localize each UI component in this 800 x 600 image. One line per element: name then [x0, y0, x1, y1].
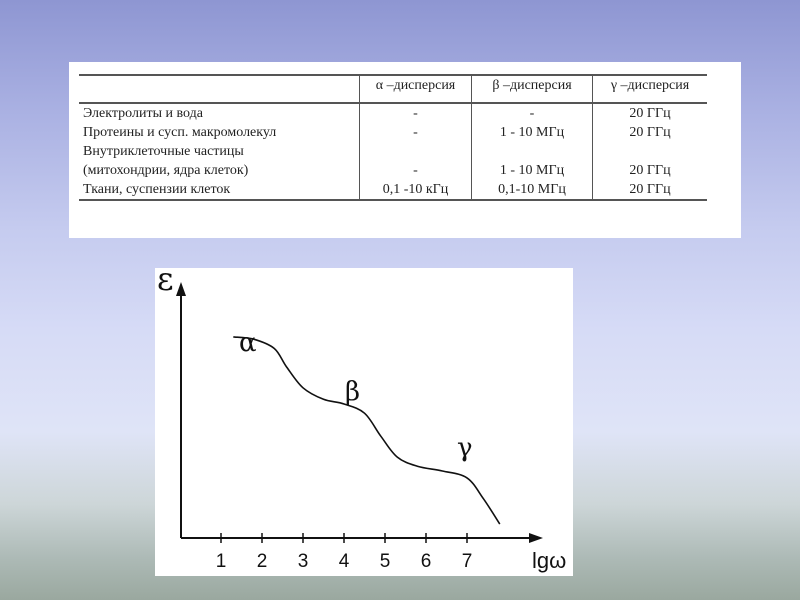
table-cell: -	[360, 123, 472, 142]
table-row	[79, 103, 707, 123]
header-cell-gamma: γ –дисперсия	[593, 75, 708, 103]
x-tick-label: 7	[461, 551, 473, 572]
table-cell: 20 ГГц	[593, 180, 708, 200]
table-cell: 1 - 10 МГц	[472, 123, 593, 142]
x-tick-label: 1	[215, 551, 227, 572]
table-row	[79, 142, 707, 161]
table-row	[79, 180, 707, 200]
table-cell: 0,1 -10 кГц	[360, 180, 472, 200]
header-cell-alpha: α –дисперсия	[360, 75, 472, 103]
table-cell: -	[472, 103, 593, 123]
header-cell-beta: β –дисперсия	[472, 75, 593, 103]
table-cell: 20 ГГц	[593, 161, 708, 180]
beta-region-label: β	[345, 377, 361, 407]
x-tick-label: 5	[379, 551, 391, 572]
dispersion-table	[79, 74, 707, 201]
gamma-region-label: γ	[457, 433, 473, 463]
table-cell: 0,1-10 МГц	[472, 180, 593, 200]
dispersion-graph-panel	[155, 268, 573, 576]
dispersion-table-panel	[69, 62, 741, 238]
table-cell: Протеины и сусп. макромолекул	[83, 125, 277, 140]
table-cell: Ткани, суспензии клеток	[79, 180, 360, 200]
y-axis-title: ε	[157, 268, 174, 298]
table-row	[79, 161, 707, 180]
table-cell	[360, 142, 472, 161]
y-axis-arrow	[176, 282, 186, 296]
table-cell: (митохондрии, ядра клеток)	[83, 163, 249, 178]
header-cell-substance	[79, 75, 360, 103]
x-axis-title: lgω	[532, 548, 567, 573]
dispersion-curve	[233, 337, 500, 524]
table-cell	[472, 142, 593, 161]
dispersion-graph	[155, 268, 573, 576]
table-cell: -	[360, 161, 472, 180]
x-tick-label: 2	[256, 551, 268, 572]
table-cell: 20 ГГц	[593, 123, 708, 142]
table-cell: 1 - 10 МГц	[472, 161, 593, 180]
table-cell: Электролиты и вода	[83, 106, 203, 121]
x-tick-label: 3	[297, 551, 309, 572]
table-header-row	[79, 75, 707, 103]
table-row	[79, 123, 707, 142]
x-tick-label: 6	[420, 551, 432, 572]
table-cell: Внутриклеточные частицы	[83, 144, 244, 159]
table-cell	[593, 142, 708, 161]
x-axis-arrow	[529, 533, 543, 543]
alpha-region-label: α	[239, 328, 257, 358]
x-tick-label: 4	[338, 551, 350, 572]
table-cell: -	[360, 103, 472, 123]
table-cell: 20 ГГц	[593, 103, 708, 123]
